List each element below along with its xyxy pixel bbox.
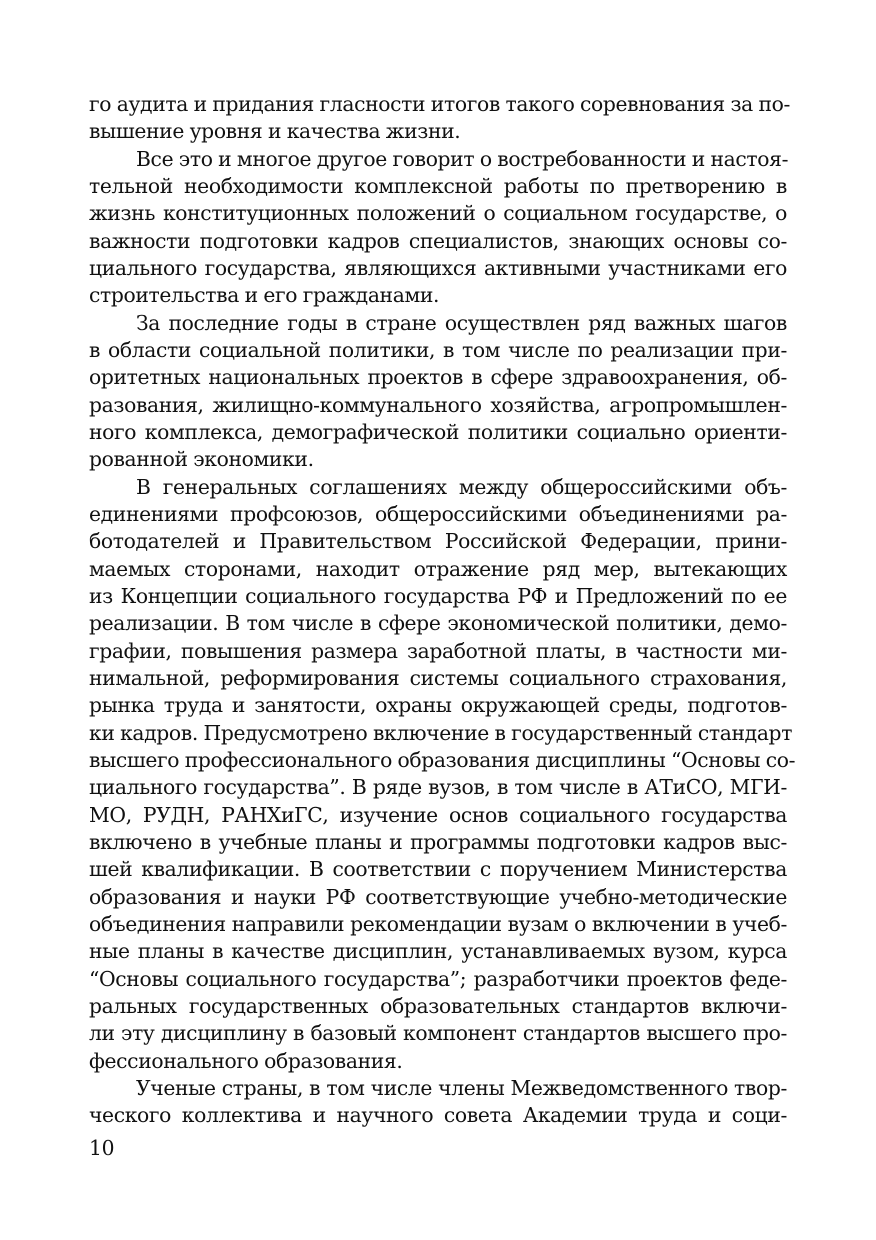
text-line: шей квалификации. В соответствии с поручением Министерства (89, 857, 787, 881)
text-line: графии, повышения размера заработной платы, в частности ми- (89, 639, 787, 663)
text-line: ботодателей и Правительством Российской Федерации, прини- (89, 529, 787, 553)
text-line: включено в учебные планы и программы подготовки кадров выс- (89, 830, 787, 854)
text-line: рованной экономики. (89, 447, 314, 471)
text-line: объединения направили рекомендации вузам о включении в учеб- (89, 912, 787, 936)
text-line: Все это и многое другое говорит о востребованности и настоя- (136, 147, 789, 171)
text-line: единениями профсоюзов, общероссийскими объединениями ра- (89, 502, 787, 526)
text-line: фессионального образования. (89, 1049, 403, 1073)
text-line: тельной необходимости комплексной работы по претворению в (89, 174, 787, 198)
text-line: ли эту дисциплину в базовый компонент стандартов высшего про- (89, 1021, 787, 1045)
text-line: ки кадров. Предусмотрено включение в государственный стандарт (89, 721, 793, 745)
text-line: образования и науки РФ соответствующие учебно-методические (89, 885, 787, 909)
text-line: вышение уровня и качества жизни. (89, 119, 461, 143)
text-line: разования, жилищно-коммунального хозяйства, агропромышлен- (89, 393, 787, 417)
text-line: реализации. В том числе в сфере экономической политики, демо- (89, 611, 787, 635)
text-line: жизнь конституционных положений о социальном государстве, о (89, 201, 787, 225)
text-line: ного комплекса, демографической политики социально ориенти- (89, 420, 787, 444)
text-line: строительства и его гражданами. (89, 283, 440, 307)
text-line: нимальной, реформирования системы социального страхования, (89, 666, 787, 690)
text-line: важности подготовки кадров специалистов, знающих основы со- (89, 229, 787, 253)
text-line: ные планы в качестве дисциплин, устанавливаемых вузом, курса (89, 939, 787, 963)
text-line: оритетных национальных проектов в сфере здравоохранения, об- (89, 365, 787, 389)
text-line: “Основы социального государства”; разработчики проектов феде- (89, 967, 787, 991)
text-line: маемых сторонами, находит отражение ряд мер, вытекающих (89, 557, 787, 581)
page-number: 10 (89, 1136, 115, 1160)
text-line: циального государства, являющихся активными участниками его (89, 256, 787, 280)
text-line: ческого коллектива и научного совета Академии труда и соци- (89, 1103, 787, 1127)
text-line: рынка труда и занятости, охраны окружающей среды, подготов- (89, 693, 787, 717)
page-body (89, 0, 796, 1240)
text-line: го аудита и придания гласности итогов такого соревнования за по- (89, 92, 791, 116)
text-line: высшего профессионального образования дисциплины “Основы со- (89, 748, 796, 772)
text-line: Ученые страны, в том числе члены Межведомственного твор- (136, 1076, 787, 1100)
text-line: МО, РУДН, РАНХиГС, изучение основ социального государства (89, 803, 787, 827)
text-line: циального государства”. В ряде вузов, в том числе в АТиСО, МГИ- (89, 775, 787, 799)
text-line: За последние годы в стране осуществлен ряд важных шагов (136, 311, 787, 335)
text-line: В генеральных соглашениях между общероссийскими объ- (136, 475, 787, 499)
text-line: из Концепции социального государства РФ и Предложений по ее (89, 584, 787, 608)
text-line: в области социальной политики, в том числе по реализации при- (89, 338, 787, 362)
text-line: ральных государственных образовательных стандартов включи- (89, 994, 787, 1018)
